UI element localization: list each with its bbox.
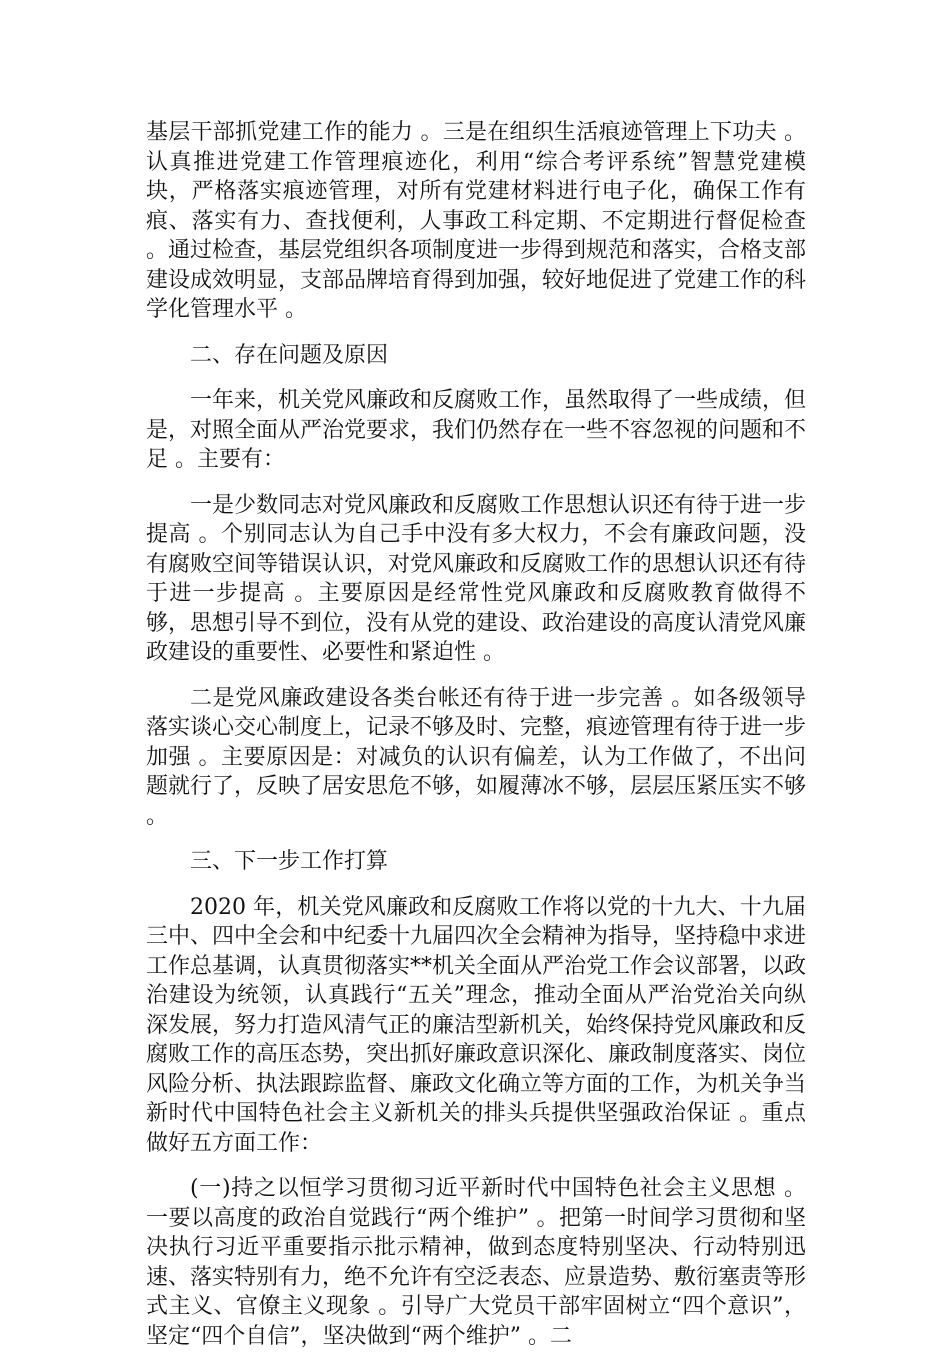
section-heading-problems: 二、存在问题及原因 bbox=[190, 342, 389, 368]
paragraph-item-one: (一)持之以恒学习贯彻习近平新时代中国特色社会主义思想 。一要以高度的政治自觉践行“两个维护” 。把第一时间学习贯彻和坚决执行习近平重要指示批示精神，做到态度特别坚决、行动特别迅速、落实特别有力，绝不允许有空泛表态、应景造势、敷衍塞责等形式主义、官僚主义现象 。引导广大党员干部牢固树立“四个意识”，坚定“四个自信”，坚决做到“两个维护” 。二 bbox=[146, 1176, 807, 1349]
paragraph-2020-plan: 2020 年，机关党风廉政和反腐败工作将以党的十九大、十九届三中、四中全会和中纪委十九届四次全会精神为指导，坚持稳中求进工作总基调，认真贯彻落实**机关全面从严治党工作会议部署，以政治建设为统领，认真践行“五关”理念，推动全面从严治党治关向纵深发展，努力打造风清气正的廉洁型新机关，始终保持党风廉政和反腐败工作的高压态势，突出抓好廉政意识深化、廉政制度落实、岗位风险分析、执法跟踪监督、廉政文化确立等方面的工作，为机关争当新时代中国特色社会主义新机关的排头兵提供坚强政治保证 。重点做好五方面工作： bbox=[146, 894, 807, 1156]
section-heading-next-steps: 三、下一步工作打算 bbox=[190, 849, 389, 874]
paragraph-problems-intro: 一年来，机关党风廉政和反腐败工作，虽然取得了一些成绩，但是，对照全面从严治党要求，我们仍然存在一些不容忽视的问题和不足 。主要有： bbox=[146, 388, 807, 472]
document-body bbox=[146, 118, 806, 1367]
paragraph-party-building-traces: 基层干部抓党建工作的能力 。三是在组织生活痕迹管理上下功夫 。认真推进党建工作管理痕迹化，利用“综合考评系统”智慧党建模块，严格落实痕迹管理，对所有党建材料进行电子化，确保工作有痕、落实有力、查找便利，人事政工科定期、不定期进行督促检查 。通过检查，基层党组织各项制度进一步得到规范和落实，合格支部建设成效明显，支部品牌培育得到加强，较好地促进了党建工作的科学化管理水平 。 bbox=[146, 120, 807, 322]
paragraph-problem-one: 一是少数同志对党风廉政和反腐败工作思想认识还有待于进一步提高 。个别同志认为自己手中没有多大权力，不会有廉政问题，没有腐败空间等错误认识，对党风廉政和反腐败工作的思想认识还有待于进一步提高 。主要原因是经常性党风廉政和反腐败教育做得不够，思想引导不到位，没有从党的建设、政治建设的高度认清党风廉政建设的重要性、必要性和紧迫性 。 bbox=[146, 492, 807, 665]
paragraph-problem-two: 二是党风廉政建设各类台帐还有待于进一步完善 。如各级领导落实谈心交心制度上，记录不够及时、完整，痕迹管理有待于进一步加强 。主要原因是：对减负的认识有偏差，认为工作做了，不出问题就行了，反映了居安思危不够，如履薄冰不够，层层压紧压实不够 。 bbox=[146, 685, 807, 829]
